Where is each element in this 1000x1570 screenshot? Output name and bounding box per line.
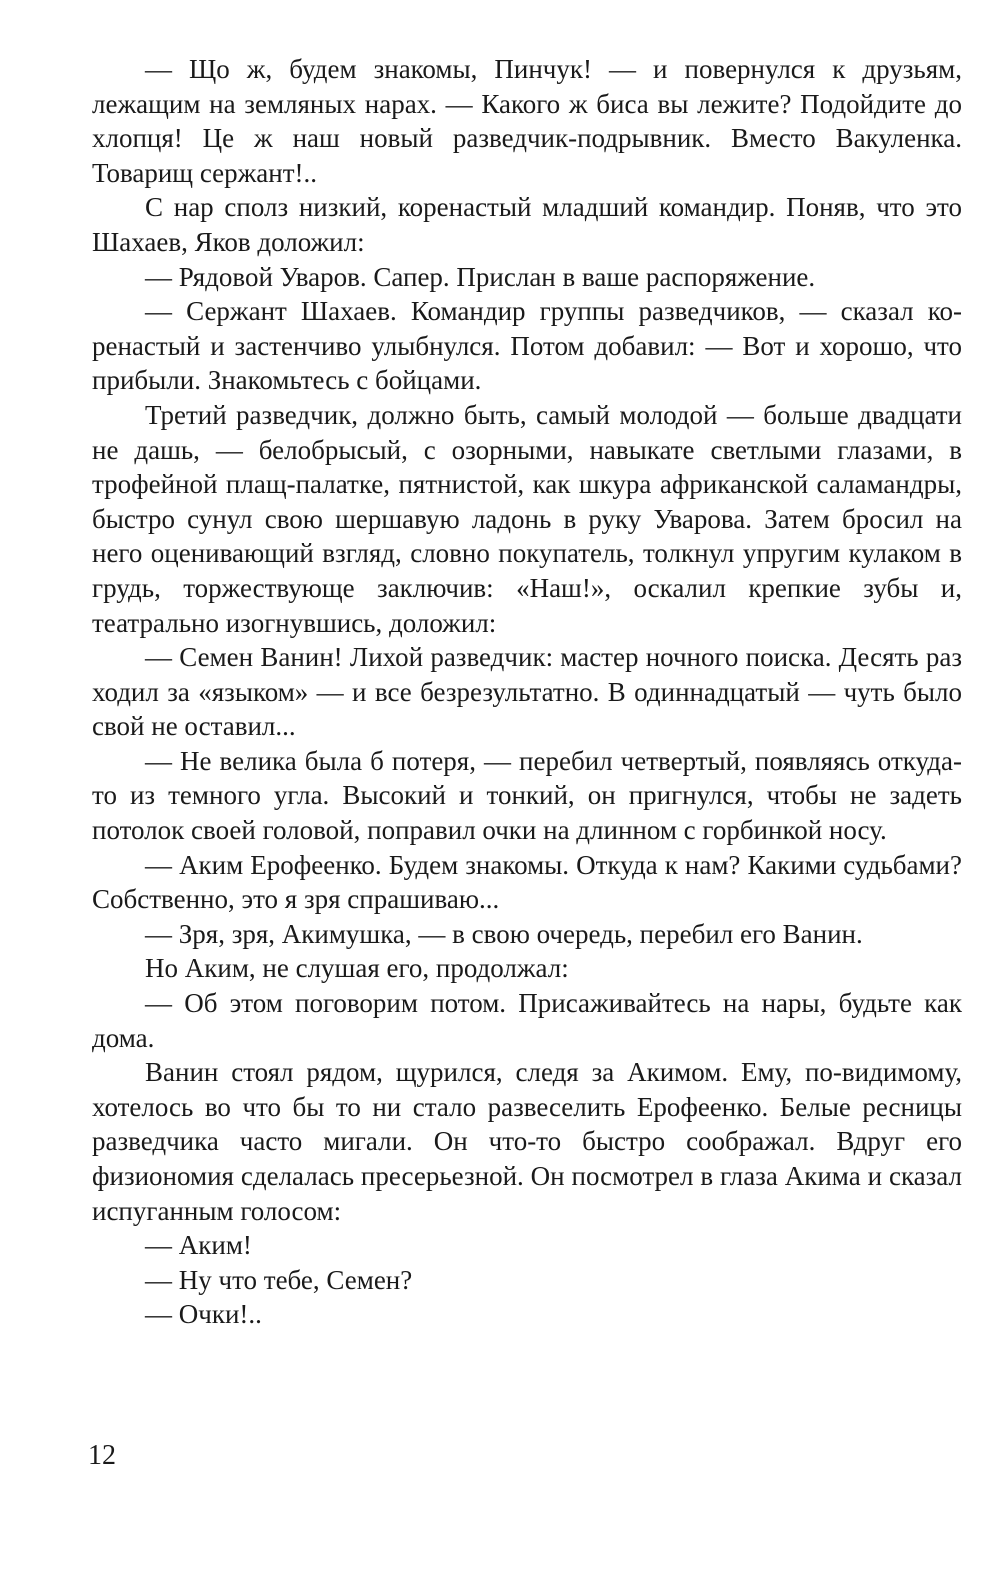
body-text (92, 52, 962, 1332)
paragraph: — Об этом поговорим потом. Присаживайтесь на нары, будьте как дома. (92, 988, 962, 1053)
paragraph: — Зря, зря, Акимушка, — в свою очередь, перебил его Ванин. (145, 918, 863, 949)
paragraph: Ванин стоял рядом, щурился, следя за Акимом. Ему, по-видимому, хотелось во что бы то ни стало развеселить Ерофеенко. Белые ресницы разведчика часто мигали. Он что-то быстро соображал. Вдруг его физиономия сделалась пресерьезной. Он посмотрел в глаза Акима и сказал испуганным голосом: (92, 1057, 962, 1226)
paragraph: — Очки!.. (145, 1299, 262, 1330)
paragraph: — Сержант Шахаев. Командир группы разведчиков, — сказал коренастый и застенчиво улыбнулся. Потом добавил: — Вот и хорошо, что прибыли. Знакомьтесь с бойцами. (92, 296, 962, 396)
paragraph: Третий разведчик, должно быть, самый молодой — больше двадцати не дашь, — белобрысый, с озорными, навыкате светлыми глазами, в трофейной плащ-палатке, пятнистой, как шкура африканской саламандры, быстро сунул свою шершавую ладонь в руку Уварова. Затем бросил на него оценивающий взгляд, словно покупатель, толкнул упругим кулаком в грудь, торжествующе заключив: «Наш!», оскалил крепкие зубы и, театрально изогнувшись, доложил: (92, 399, 962, 638)
paragraph: — Ну что тебе, Семен? (145, 1264, 413, 1295)
page-number: 12 (88, 1440, 116, 1471)
paragraph: — Не велика была б потеря, — перебил четвертый, появляясь откуда-то из темного угла. Высокий и тонкий, он пригнулся, чтобы не задеть потолок своей головой, поправил очки на длинном с горбинкой носу. (92, 745, 962, 846)
paragraph: С нар сполз низкий, коренастый младший командир. Поняв, что это Шахаев, Яков доложил: (92, 192, 962, 257)
paragraph: Но Аким, не слушая его, продолжал: (145, 953, 569, 984)
paragraph: — Семен Ванин! Лихой разведчик: мастер ночного поиска. Десять раз ходил за «языком» — и все безрезультатно. В одиннадцатый — чуть было свой не оставил... (92, 642, 962, 742)
paragraph: — Рядовой Уваров. Сапер. Прислан в ваше распоряжение. (145, 261, 816, 292)
paragraph: — Що ж, будем знакомы, Пинчук! — и повернулся к друзьям, лежащим на земляных нарах. — Какого ж биса вы лежите? Подойдите до хлопця! Це ж наш новый разведчик-подрывник. Вместо Вакуленка. Товарищ сержант!.. (92, 54, 962, 188)
paragraph: — Аким Ерофеенко. Будем знакомы. Откуда к нам? Какими судьбами? Собственно, это я зря спрашиваю... (92, 849, 962, 915)
paragraph: — Аким! (145, 1230, 252, 1261)
